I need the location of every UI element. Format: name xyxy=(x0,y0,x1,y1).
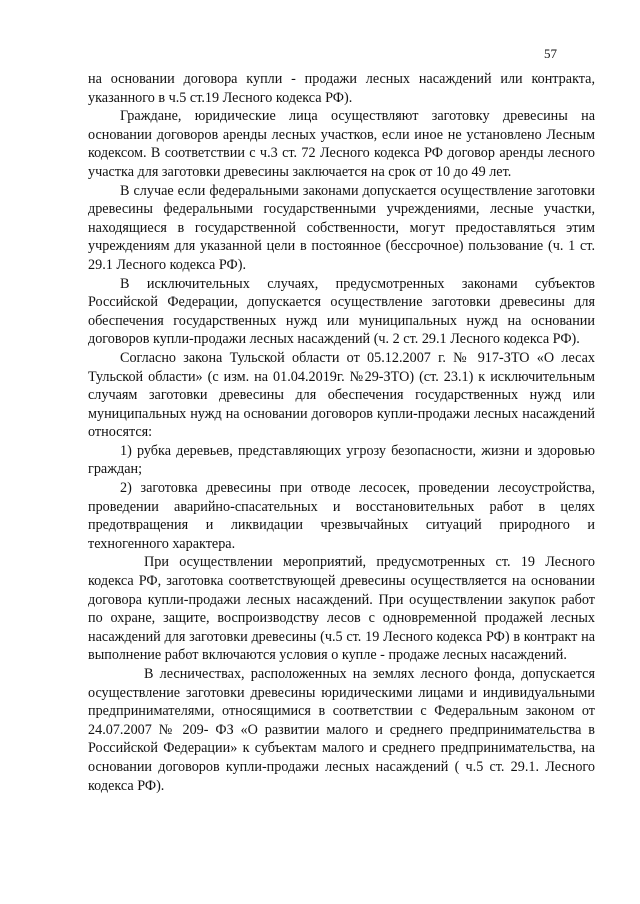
paragraph-federal-institutions: В случае если федеральными законами допускается осуществление заготовки древесины федеральными государственными учреждениями, лесные участки, находящиеся в государственной собственности, могут предоставляться этим учреждениям для указанной цели в постоянное (бессрочное) пользование (ч. 1 ст. 29.1 Лесного кодекса РФ). xyxy=(88,182,595,273)
paragraph-lease-agreements: Граждане, юридические лица осуществляют заготовку древесины на основании договоров аренды лесных участков, если иное не установлено Лесным кодексом. В соответствии с ч.3 ст. 72 Лесного кодекса РФ договор аренды лесного участка для заготовки древесины заключается на срок от 10 до 49 лет. xyxy=(88,108,595,180)
page-number: 57 xyxy=(544,46,557,61)
paragraph-exceptional-cases: В исключительных случаях, предусмотренных законами субъектов Российской Федерации, допускается осуществление заготовки древесины для обеспечения государственных нужд или муниципальных нужд на основании договоров купли-продажи лесных насаждений (ч. 2 ст. 29.1 Лесного кодекса РФ). xyxy=(88,275,595,348)
paragraph-tula-law: Согласно закона Тульской области от 05.12.2007 г. № 917-ЗТО «О лесах Тульской области» (с изм. на 01.04.2019г. №29-ЗТО) (ст. 23.1) к исключительным случаям заготовки древесины для обеспечения государственных нужд или муниципальных нужд на основании договоров купли-продажи лесных насаждений относятся: xyxy=(88,349,595,441)
page-body xyxy=(88,70,595,795)
list-item-2: 2) заготовка древесины при отводе лесосек, проведении лесоустройства, проведении аварийно-спасательных и восстановительных работ в целях предотвращения и ликвидации чрезвычайных ситуаций природного и техногенного характера. xyxy=(88,480,595,552)
paragraph-small-business: В лесничествах, расположенных на землях лесного фонда, допускается осуществление заготовки древесины юридическими лицами и индивидуальными предпринимателями, относящимися в соответствии с Федеральным законом от 24.07.2007 № 209- ФЗ «О развитии малого и среднего предпринимательства в Российской Федерации» к субъектам малого и среднего предпринимательства, на основании договоров купли-продажи лесных насаждений ( ч.5 ст. 29.1. Лесного кодекса РФ). xyxy=(88,666,595,794)
list-item-1: 1) рубка деревьев, представляющих угрозу безопасности, жизни и здоровью граждан; xyxy=(88,442,595,478)
paragraph-article-19: При осуществлении мероприятий, предусмотренных ст. 19 Лесного кодекса РФ, заготовка соответствующей древесины осуществляется на основании договора купли-продажи лесных насаждений. При осуществлении закупок работ по охране, защите, воспроизводству лесов с одновременной продажей лесных насаждений для заготовки древесины (ч.5 ст. 19 Лесного кодекса РФ) в контракт на выполнение работ включаются условия о купле - продаже лесных насаждений. xyxy=(88,554,595,664)
paragraph-continuation: на основании договора купли - продажи лесных насаждений или контракта, указанного в ч.5 ст.19 Лесного кодекса РФ). xyxy=(88,71,595,106)
